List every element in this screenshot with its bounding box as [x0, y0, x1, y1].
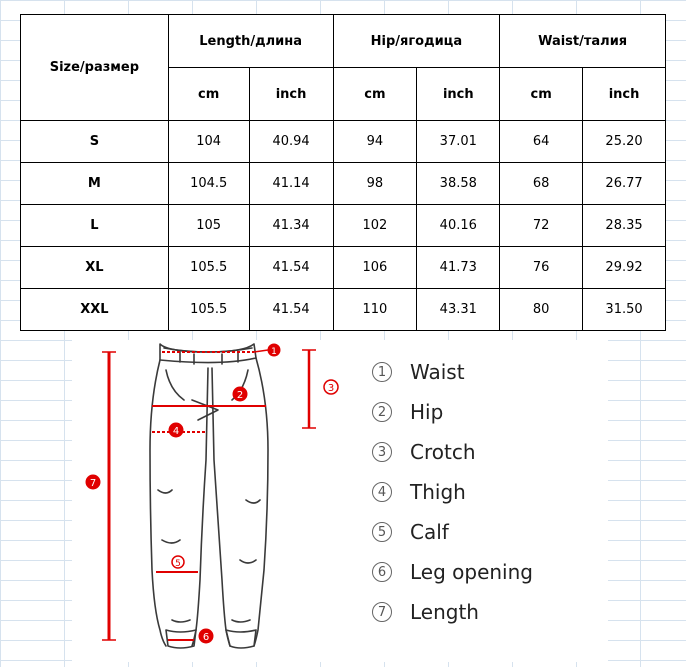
value-cell: 40.16	[417, 205, 500, 247]
marker-7-label: 7	[89, 478, 97, 489]
circled-number-4: 4	[372, 482, 392, 502]
table-row	[21, 163, 666, 205]
legend-item-length	[372, 592, 533, 632]
value-cell: 41.73	[417, 247, 500, 289]
legend-item-crotch	[372, 432, 533, 472]
legend-label: Leg opening	[410, 560, 533, 584]
measurement-legend	[372, 352, 533, 632]
marker-1-label: 1	[271, 347, 277, 357]
pants-illustration	[72, 340, 372, 662]
size-cell: M	[21, 163, 169, 205]
value-cell: 76	[500, 247, 583, 289]
value-cell: 102	[333, 205, 417, 247]
value-cell: 94	[333, 121, 417, 163]
legend-item-hip	[372, 392, 533, 432]
size-cell: XL	[21, 247, 169, 289]
pants-outline	[150, 344, 268, 648]
size-header: Size/размер	[21, 15, 169, 121]
table-row	[21, 247, 666, 289]
value-cell: 25.20	[583, 121, 666, 163]
unit-header: cm	[333, 68, 417, 121]
unit-header: inch	[417, 68, 500, 121]
legend-item-waist	[372, 352, 533, 392]
value-cell: 37.01	[417, 121, 500, 163]
unit-header: cm	[500, 68, 583, 121]
value-cell: 72	[500, 205, 583, 247]
hip-header: Hip/ягодица	[333, 15, 500, 68]
value-cell: 110	[333, 289, 417, 331]
marker-4-label: 4	[172, 426, 180, 437]
unit-header: inch	[583, 68, 666, 121]
circled-number-7: 7	[372, 602, 392, 622]
value-cell: 43.31	[417, 289, 500, 331]
waist-header: Waist/талия	[500, 15, 666, 68]
legend-label: Waist	[410, 360, 465, 384]
value-cell: 105	[168, 205, 249, 247]
value-cell: 41.54	[249, 289, 333, 331]
circled-number-1: 1	[372, 362, 392, 382]
value-cell: 38.58	[417, 163, 500, 205]
value-cell: 105.5	[168, 289, 249, 331]
marker-5-label: 5	[175, 559, 181, 569]
value-cell: 26.77	[583, 163, 666, 205]
value-cell: 104.5	[168, 163, 249, 205]
legend-label: Calf	[410, 520, 449, 544]
value-cell: 29.92	[583, 247, 666, 289]
size-cell: L	[21, 205, 169, 247]
unit-header: cm	[168, 68, 249, 121]
legend-item-thigh	[372, 472, 533, 512]
value-cell: 40.94	[249, 121, 333, 163]
measurement-diagram	[72, 340, 608, 662]
value-cell: 41.14	[249, 163, 333, 205]
marker-6-label: 6	[202, 632, 210, 643]
size-cell: S	[21, 121, 169, 163]
circled-number-5: 5	[372, 522, 392, 542]
circled-number-6: 6	[372, 562, 392, 582]
value-cell: 41.34	[249, 205, 333, 247]
size-chart-table	[20, 14, 666, 331]
marker-2-label: 2	[236, 390, 244, 401]
legend-label: Length	[410, 600, 479, 624]
unit-header: inch	[249, 68, 333, 121]
value-cell: 104	[168, 121, 249, 163]
table-row	[21, 121, 666, 163]
circled-number-2: 2	[372, 402, 392, 422]
legend-item-leg-opening	[372, 552, 533, 592]
size-cell: XXL	[21, 289, 169, 331]
table-row	[21, 205, 666, 247]
circled-number-3: 3	[372, 442, 392, 462]
value-cell: 105.5	[168, 247, 249, 289]
value-cell: 28.35	[583, 205, 666, 247]
legend-label: Hip	[410, 400, 444, 424]
table-row	[21, 289, 666, 331]
legend-item-calf	[372, 512, 533, 552]
value-cell: 64	[500, 121, 583, 163]
legend-label: Thigh	[410, 480, 466, 504]
legend-label: Crotch	[410, 440, 476, 464]
value-cell: 31.50	[583, 289, 666, 331]
value-cell: 68	[500, 163, 583, 205]
value-cell: 106	[333, 247, 417, 289]
value-cell: 41.54	[249, 247, 333, 289]
value-cell: 80	[500, 289, 583, 331]
marker-3-label: 3	[327, 383, 335, 394]
value-cell: 98	[333, 163, 417, 205]
length-header: Length/длина	[168, 15, 333, 68]
